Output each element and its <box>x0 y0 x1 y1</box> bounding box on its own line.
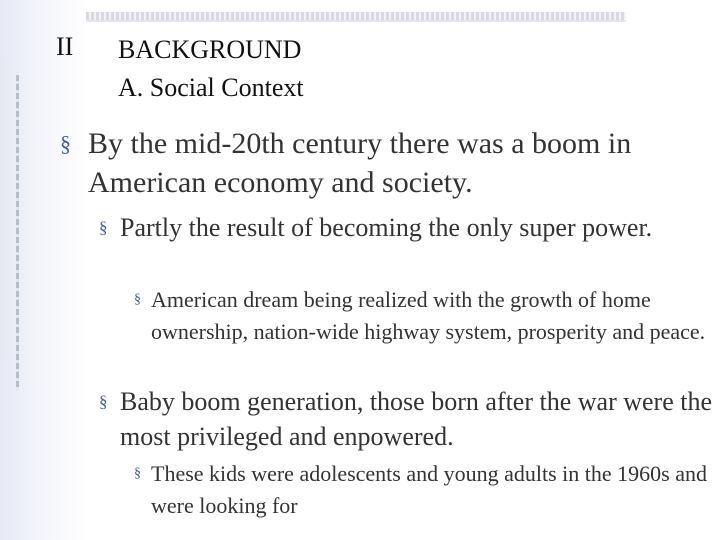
bullet-text: Baby boom generation, those born after the war were the most privileged and enpowered. <box>120 387 713 451</box>
bullet-text: These kids were adolescents and young adults in the 1960s and were looking for <box>151 461 707 518</box>
bullet-level-1 <box>60 124 713 202</box>
bullet-level-3 <box>134 284 720 347</box>
bullet-marker-icon: § <box>134 292 141 307</box>
slide-title: BACKGROUND <box>118 35 302 64</box>
slide-subtitle: A. Social Context <box>118 73 304 102</box>
bullet-level-2 <box>99 210 710 245</box>
left-decorative-rule <box>16 75 19 390</box>
bullet-level-3 <box>134 458 720 521</box>
bullet-text: By the mid-20th century there was a boom in American economy and society. <box>88 127 632 199</box>
bullet-marker-icon: § <box>60 131 71 156</box>
bullet-text: Partly the result of becoming the only super power. <box>120 213 653 242</box>
bullet-marker-icon: § <box>99 218 108 237</box>
bullet-marker-icon: § <box>99 392 108 411</box>
top-decorative-rule-shadow <box>86 20 626 22</box>
left-decorative-rule-shadow <box>4 60 6 360</box>
bullet-text: American dream being realized with the growth of home ownership, nation-wide highway system, prosperity and peace. <box>151 287 706 344</box>
bullet-level-2 <box>99 384 720 454</box>
top-decorative-rule <box>86 12 626 20</box>
bullet-marker-icon: § <box>134 466 141 481</box>
section-number: II <box>56 32 74 61</box>
